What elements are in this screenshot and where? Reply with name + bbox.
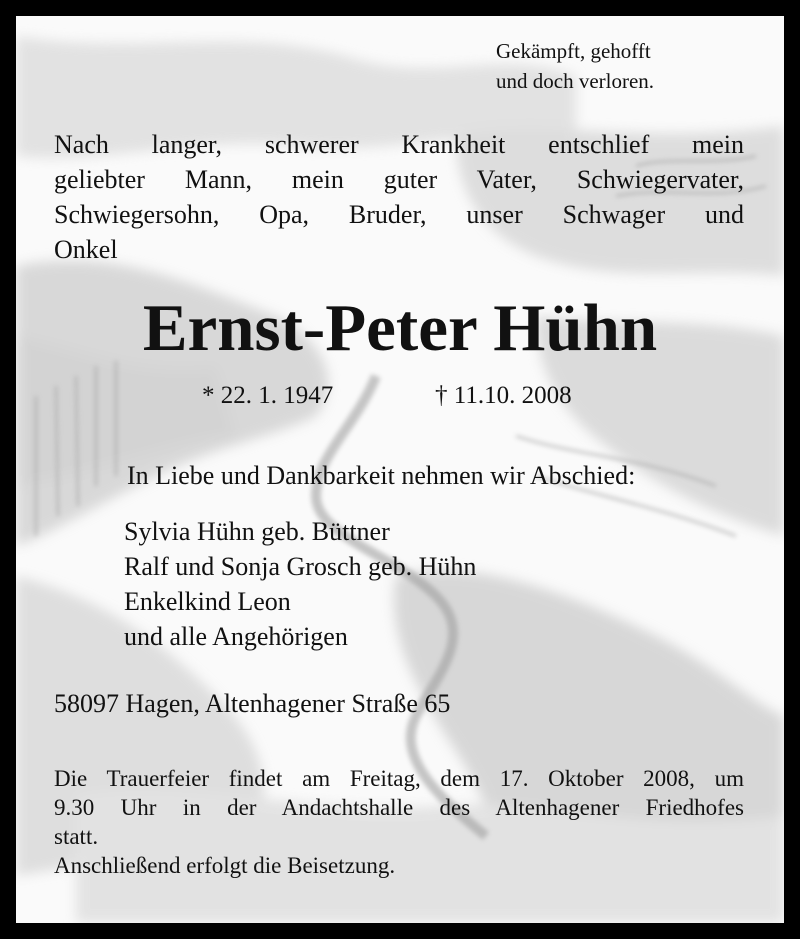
funeral-line: 9.30 Uhr in der Andachtshalle des Altenhagener Friedhofes: [54, 795, 744, 820]
mourner-entry: Enkelkind Leon: [124, 587, 291, 616]
farewell-line: In Liebe und Dankbarkeit nehmen wir Abschied:: [127, 461, 636, 490]
intro-line: geliebter Mann, mein guter Vater, Schwiegervater,: [54, 165, 744, 194]
funeral-line: Anschließend erfolgt die Beisetzung.: [54, 853, 396, 878]
birth-date: * 22. 1. 1947: [202, 382, 334, 409]
funeral-line: statt.: [54, 824, 99, 849]
funeral-line: Die Trauerfeier findet am Freitag, dem 17. Oktober 2008, um: [54, 766, 744, 791]
deceased-name: Ernst-Peter Hühn: [142, 291, 658, 365]
family-address: 58097 Hagen, Altenhagener Straße 65: [54, 689, 451, 718]
mourner-entry: und alle Angehörigen: [124, 622, 348, 651]
motto-line: Gekämpft, gehofft: [496, 39, 651, 63]
intro-line: Schwiegersohn, Opa, Bruder, unser Schwager und: [54, 200, 744, 229]
intro-paragraph: [54, 127, 744, 267]
mourner-entry: Ralf und Sonja Grosch geb. Hühn: [124, 552, 477, 581]
mourner-entry: Sylvia Hühn geb. Büttner: [124, 517, 390, 546]
motto-line: und doch verloren.: [496, 69, 655, 93]
funeral-notice: [54, 764, 744, 880]
intro-line: Onkel: [54, 235, 118, 264]
death-date: † 11.10. 2008: [435, 382, 572, 409]
intro-line: Nach langer, schwerer Krankheit entschlief mein: [54, 130, 744, 159]
obituary-content: [16, 16, 784, 923]
motto-verse: [496, 36, 654, 96]
mourners-list: [124, 514, 476, 654]
